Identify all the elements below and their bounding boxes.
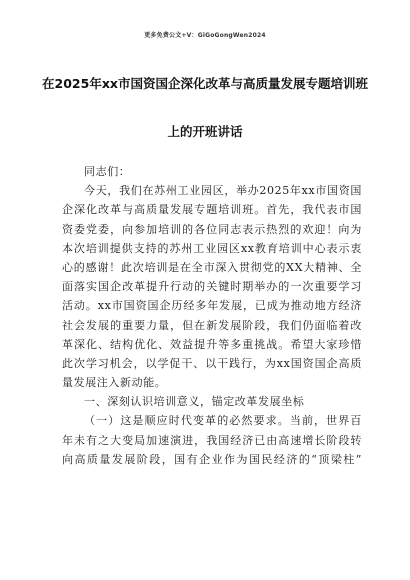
body-line: 革深化、结构优化、效益提升等多重挑战。希望大家珍惜 (62, 337, 362, 351)
body-line: 一、深刻认识培训意义，锚定改革发展坐标 (84, 395, 305, 409)
body-line: 量发展注入新动能。 (62, 376, 167, 390)
body-line: 今天，我们在苏州工业园区，举办2025年xx市国资国 (84, 184, 362, 198)
body-line: 社会发展的重要力量，但在新发展阶段，我们仍面临着改 (62, 318, 362, 332)
body-line: 向高质量发展阶段，国有企业作为国民经济的“顶梁柱” (62, 452, 362, 466)
body-line: 企深化改革与高质量发展专题培训班。首先，我代表市国 (62, 203, 362, 217)
document-title-line-1: 在2025年xx市国资国企深化改革与高质量发展专题培训班 (42, 76, 368, 91)
body-line: （一）这是顺应时代变革的必然要求。当前，世界百 (84, 414, 362, 428)
document-body (62, 162, 362, 469)
document-title-line-2: 上的开班讲话 (167, 124, 243, 139)
body-line: 资委党委，向参加培训的各位同志表示热烈的欢迎！向为 (62, 222, 362, 236)
watermark-text: 更多免费公文+V：GiGoGongWen2024 (144, 32, 266, 39)
body-line: 同志们： (84, 165, 131, 178)
body-line: 活动。xx市国资国企历经多年发展，已成为推动地方经济 (62, 299, 362, 313)
body-line: 年未有之大变局加速演进，我国经济已由高速增长阶段转 (62, 433, 362, 447)
body-line: 本次培训提供支持的苏州工业园区xx教育培训中心表示衷 (62, 241, 362, 255)
body-line: 面落实国企改革提升行动的关键时期举办的一次重要学习 (62, 280, 362, 294)
body-line: 此次学习机会，以学促干、以干践行，为xx国资国企高质 (62, 356, 362, 370)
body-line: 心的感谢！此次培训是在全市深入贯彻党的XX大精神、全 (62, 260, 362, 274)
